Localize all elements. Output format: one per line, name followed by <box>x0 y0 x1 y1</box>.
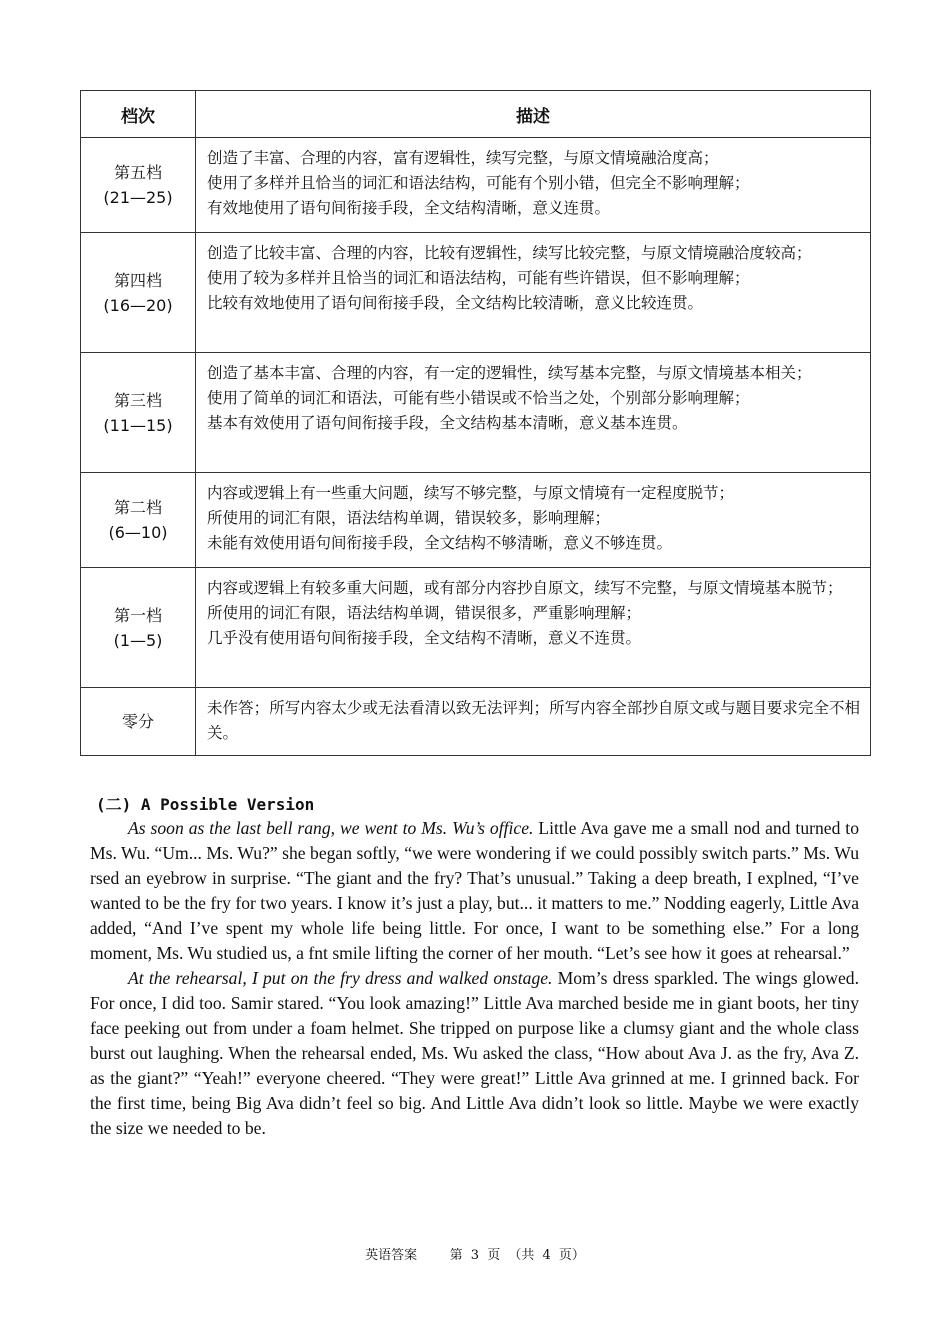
level-cell <box>81 353 196 473</box>
description-line: 创造了丰富、合理的内容，富有逻辑性，续写完整，与原文情境融洽度高； <box>207 149 719 167</box>
paragraph-lead-sentence: As soon as the last bell rang, we went to Ms. Wu’s office. <box>128 818 534 838</box>
level-name: 第三档 <box>113 390 162 410</box>
description-line: 创造了基本丰富、合理的内容，有一定的逻辑性，续写基本完整，与原文情境基本相关； <box>207 364 812 382</box>
level-cell <box>81 473 196 568</box>
level-name: 第四档 <box>113 270 162 290</box>
description-line: 几乎没有使用语句间衔接手段，全文结构不清晰，意义不连贯。 <box>207 629 642 647</box>
description-line: 使用了多样并且恰当的词汇和语法结构，可能有个别小错，但完全不影响理解； <box>207 174 750 192</box>
description-line: 使用了简单的词汇和语法，可能有些小错误或不恰当之处，个别部分影响理解； <box>207 389 750 407</box>
section-title: (二) A Possible Version <box>96 795 315 814</box>
page-footer: 英语答案 第 3 页 （共 4 页） <box>365 1248 585 1263</box>
description-line: 使用了较为多样并且恰当的词汇和语法结构，可能有些许错误，但不影响理解； <box>207 269 750 287</box>
level-cell <box>81 688 196 756</box>
description-cell <box>196 138 871 233</box>
table-header-row <box>81 91 871 138</box>
description-line: 基本有效使用了语句间衔接手段，全文结构基本清晰，意义基本连贯。 <box>207 414 688 432</box>
level-name: 零分 <box>121 712 154 731</box>
level-range: (6—10) <box>108 523 168 542</box>
table-row <box>81 233 871 353</box>
description-line: 未作答；所写内容太少或无法看清以致无法评判；所写内容全部抄自原文或与题目要求完全不相关。 <box>207 699 860 742</box>
level-range: (16—20) <box>103 295 173 315</box>
level-name: 第五档 <box>113 163 162 182</box>
table-row <box>81 568 871 688</box>
description-line: 未能有效使用语句间衔接手段，全文结构不够清晰，意义不够连贯。 <box>207 534 673 552</box>
level-range: (11—15) <box>103 415 173 435</box>
description-line: 比较有效地使用了语句间衔接手段，全文结构比较清晰，意义比较连贯。 <box>207 294 704 312</box>
scoring-rubric-table <box>80 90 871 756</box>
level-cell <box>81 568 196 688</box>
description-cell <box>196 233 871 353</box>
level-name: 第一档 <box>113 605 162 625</box>
description-line: 有效地使用了语句间衔接手段，全文结构清晰，意义连贯。 <box>207 199 611 217</box>
essay-paragraph <box>90 816 859 966</box>
description-line: 创造了比较丰富、合理的内容，比较有逻辑性，续写比较完整，与原文情境融洽度较高； <box>207 244 812 262</box>
table-row <box>81 688 871 756</box>
level-range: (21—25) <box>103 188 173 207</box>
description-line: 所使用的词汇有限，语法结构单调，错误较多，影响理解； <box>207 509 611 527</box>
essay-paragraph <box>90 966 859 1141</box>
description-cell <box>196 688 871 756</box>
level-name: 第二档 <box>113 498 162 517</box>
description-line: 内容或逻辑上有一些重大问题，续写不够完整，与原文情境有一定程度脱节； <box>207 484 735 502</box>
description-cell <box>196 353 871 473</box>
description-cell <box>196 568 871 688</box>
description-line: 内容或逻辑上有较多重大问题，或有部分内容抄自原文，续写不完整，与原文情境基本脱节； <box>207 579 843 597</box>
table-row <box>81 138 871 233</box>
level-cell <box>81 138 196 233</box>
table-row <box>81 353 871 473</box>
level-cell <box>81 233 196 353</box>
paragraph-lead-sentence: At the rehearsal, I put on the fry dress and walked onstage. <box>128 968 553 988</box>
paragraph-body: Mom’s dress sparkled. The wings glowed. For once, I did too. Samir stared. “You look amazing!” Little Ava marched beside me in giant boots, her tiny face peeking out from under a foam helmet. She tripped on purpose like a clumsy giant and the whole class burst out laughing. When the rehearsal ended, Ms. Wu asked the class, “How about Ava J. as the fry, Ava Z. as the giant?” “Yeah!” everyone cheered. “They were great!” Little Ava grinned at me. I grinned back. For the first time, being Big Ava didn’t feel so big. And Little Ava didn’t look so little. Maybe we were exactly the size we needed to be. <box>90 968 859 1138</box>
level-range: (1—5) <box>113 630 163 650</box>
model-essay <box>90 816 859 1141</box>
column-header-level: 档次 <box>81 91 196 138</box>
description-line: 所使用的词汇有限，语法结构单调，错误很多，严重影响理解； <box>207 604 642 622</box>
description-cell <box>196 473 871 568</box>
table-row <box>81 473 871 568</box>
column-header-description: 描述 <box>196 91 871 138</box>
paragraph-body: Little Ava gave me a small nod and turned to Ms. Wu. “Um... Ms. Wu?” she began softly, “we were wondering if we could possibly switch parts.” Ms. Wu rsed an eyebrow in surprise. “The giant and the fry? That’s unusual.” Taking a deep breath, I explned, “I’ve wanted to be the fry for two years. I know it’s just a play, but... it matters to me.” Nodding eagerly, Little Ava added, “And I’ve spent my whole life being little. For once, I want to be something else.” For a long moment, Ms. Wu studied us, a fnt smile lifting the corner of her mouth. “Let’s see how it goes at rehearsal.” <box>90 818 859 963</box>
